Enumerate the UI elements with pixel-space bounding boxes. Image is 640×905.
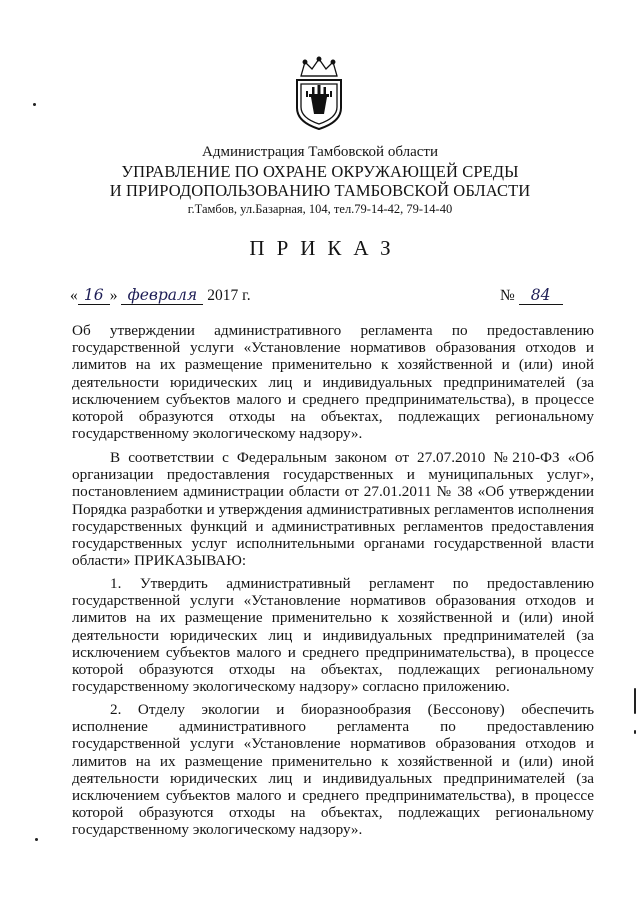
handwritten-number: 84 — [519, 286, 563, 305]
department-name-line-1: УПРАВЛЕНИЕ ПО ОХРАНЕ ОКРУЖАЮЩЕЙ СРЕДЫ — [121, 162, 519, 181]
scan-speck — [33, 103, 36, 106]
coat-of-arms-icon — [287, 56, 351, 132]
legal-basis-paragraph: В соответствии с Федеральным законом от 27.07.2010 №210-ФЗ «Об организации предоставления государственных и муниципальных услуг», постановлением администрации области от 27.01.2011 № 38 «Об утверждении Порядка разработки и утверждения административных регламентов исполнения государственных функций и административных регламентов предоставления государственных услуг исполнительными органами государственной власти области» ПРИКАЗЫВАЮ: — [72, 449, 594, 570]
date-close-quote: » — [109, 287, 118, 304]
scan-speck — [35, 838, 38, 841]
order-item-1: 1. Утвердить административный регламент по предоставлению государственной услуги «Установление нормативов образования отходов и лимитов на их размещение применительно к хозяйственной и (или) иной деятельности юридических лиц и индивидуальных предпринимателей (за исключением субъектов малого и среднего предпринимательства), в процессе которой образуются отходы на объектах, подлежащих региональному государственному экологическому надзору» согласно приложению. — [72, 575, 594, 696]
document-date — [70, 286, 251, 305]
date-open-quote: « — [70, 287, 78, 304]
handwritten-month: февраля — [121, 286, 203, 305]
document-subject: Об утверждении административного регламента по предоставлению государственной услуги «Установление нормативов образования отходов и лимитов на их размещение применительно к хозяйственной и (или) иной деятельности юридических лиц и индивидуальных предпринимателей (за исключением субъектов малого и среднего предпринимательства), в процессе которой образуются отходы на объектах, подлежащих региональному государственному экологическому надзору». — [72, 322, 594, 443]
department-name-line-2: И ПРИРОДОПОЛЬЗОВАНИЮ ТАМБОВСКОЙ ОБЛАСТИ — [109, 181, 531, 200]
scan-edge-mark — [634, 730, 636, 734]
date-year: 2017 г. — [207, 287, 251, 304]
handwritten-day: 16 — [78, 286, 110, 305]
document-number — [500, 286, 563, 305]
administration-name: Администрация Тамбовской области — [202, 144, 438, 160]
document-title: ПРИКАЗ — [249, 236, 403, 260]
order-item-2: 2. Отделу экологии и биоразнообразия (Бессонову) обеспечить исполнение административного регламента по предоставлению государственной услуги «Установление нормативов образования отходов и лимитов на их размещение применительно к хозяйственной и (или) иной деятельности юридических лиц и индивидуальных предпринимателей (за исключением субъектов малого и среднего предпринимательства), в процессе которой образуются отходы на объектах, подлежащих региональному государственному экологическому надзору». — [72, 701, 594, 839]
scan-edge-mark — [634, 688, 636, 714]
number-label: № — [500, 287, 515, 304]
department-address: г.Тамбов, ул.Базарная, 104, тел.79-14-42, 79-14-40 — [187, 202, 453, 216]
